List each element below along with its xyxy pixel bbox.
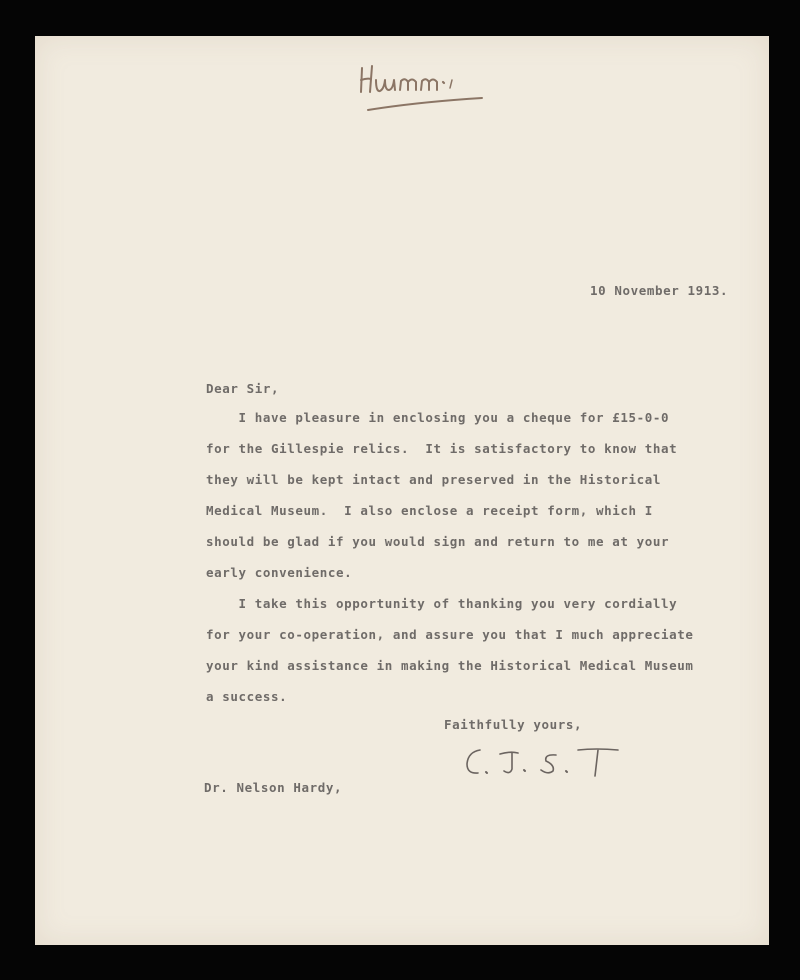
handwritten-annotation (358, 58, 488, 118)
body-line: should be glad if you would sign and return to me at your (206, 534, 670, 549)
salutation: Dear Sir, (206, 381, 280, 396)
addressee: Dr. Nelson Hardy, (204, 780, 343, 795)
closing: Faithfully yours, (444, 717, 583, 732)
body-line: early convenience. (206, 565, 353, 580)
body-line: Medical Museum. I also enclose a receipt form, which I (206, 503, 653, 518)
body-line: a success. (206, 689, 288, 704)
body-line: your kind assistance in making the Historical Medical Museum (206, 658, 694, 673)
signature (460, 742, 630, 784)
body-line: for your co-operation, and assure you that I much appreciate (206, 627, 694, 642)
body-line: I take this opportunity of thanking you very cordially (206, 596, 678, 611)
body-line: I have pleasure in enclosing you a cheque for £15-0-0 (206, 410, 670, 425)
body-line: they will be kept intact and preserved in the Historical (206, 472, 662, 487)
letter-sheet (35, 36, 769, 945)
body-line: for the Gillespie relics. It is satisfactory to know that (206, 441, 678, 456)
letter-date: 10 November 1913. (590, 283, 729, 298)
